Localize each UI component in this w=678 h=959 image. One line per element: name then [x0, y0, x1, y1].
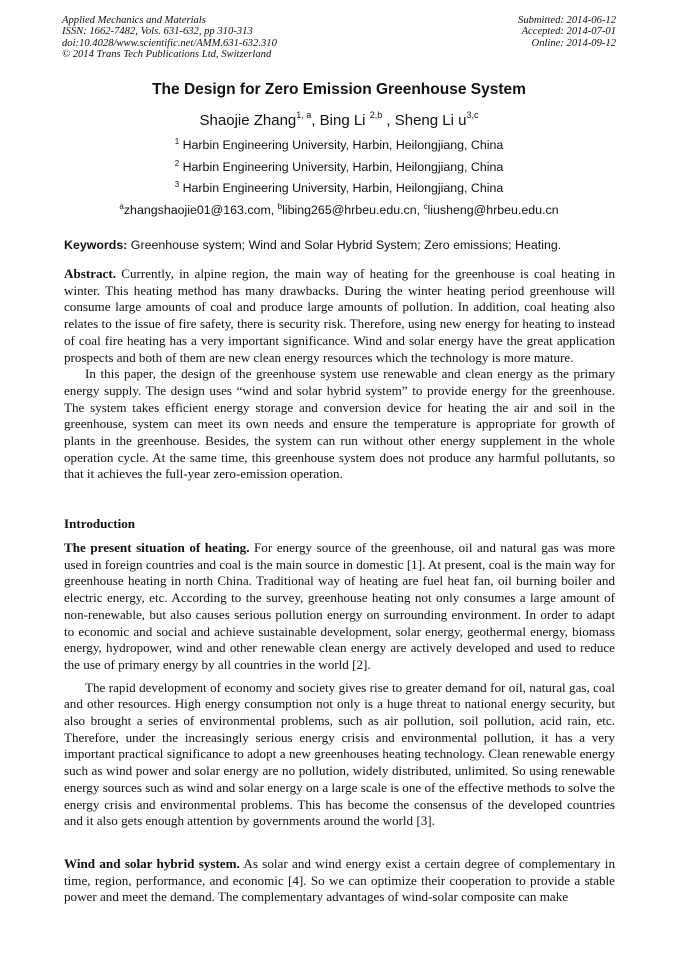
abstract-text: Currently, in alpine region, the main way of heating for the greenhouse is coal heating in winter. This heating method has many drawbacks. During the winter heating period greenhouse will consume large amounts of coal and produce large amounts of pollution. In addition, coal heating also relates to the issue of fire safety, there is security risk. Therefore, using new energy for heating to instead of coal fire heating has a very important significance. Wind and solar energy have the great application prospects and both of them are new clean energy resources which the technology is more mature.: [64, 266, 615, 365]
email-link[interactable]: liusheng@hrbeu.edu.cn: [427, 203, 559, 217]
email-link[interactable]: zhangshaojie01@163.com,: [123, 203, 278, 217]
copyright-line: © 2014 Trans Tech Publications Ltd, Switzerland: [62, 48, 272, 60]
email-sup: c: [423, 202, 428, 211]
paragraph-text: As solar and wind energy exist a certain degree of complementary in time, region, performance, and economic [4]. So we can optimize their cooperation to provide a stable power and meet the demand. The complementary advantages of wind-solar composite can make: [64, 856, 615, 905]
accepted-date: Accepted: 2014-07-01: [521, 26, 616, 38]
intro-paragraph-1: [64, 540, 615, 674]
intro-paragraph-3: [64, 856, 615, 906]
abstract-paragraph-1: [64, 266, 615, 366]
keywords-text: Greenhouse system; Wind and Solar Hybrid System; Zero emissions; Heating.: [127, 238, 562, 252]
affiliation-text: Harbin Engineering University, Harbin, Heilongjiang, China: [179, 181, 504, 195]
affiliation-sup: 2: [174, 159, 180, 168]
section-heading-introduction: Introduction: [64, 516, 136, 531]
doi-line: doi:10.4028/www.scientific.net/AMM.631-632.310: [62, 37, 277, 49]
issn-line: ISSN: 1662-7482, Vols. 631-632, pp 310-313: [62, 26, 253, 38]
affiliation-1: [0, 138, 678, 152]
affiliation-text: Harbin Engineering University, Harbin, Heilongjiang, China: [179, 160, 504, 174]
email-link[interactable]: libing265@hrbeu.edu.cn,: [282, 203, 424, 217]
paragraph-text: For energy source of the greenhouse, oil and natural gas was more used in foreign countries and coal is the main source in domestic [1]. At present, coal is the main way for greenhouse heating in north China. Traditional way of heating are fuel heat fan, oil burning boiler and electric energy, etc. According to the survey, greenhouse heating not only consumes a large amount of non-renewable, but also causes serious pollution energy on surrounding environment. In order to adapt to economic and social and achieve sustainable development, solar energy, geothermal energy, biomass energy, hydropower, wind and other renewable clean energy are actively developed and used to reduce the use of primary energy by all countries in the world [2].: [64, 540, 615, 672]
author-list: Shaojie Zhang$^{1, a}$, Bing Li $^{2,b}$ , Sheng Li $u^{3,c}$: [199, 110, 479, 129]
author-name: Shaojie Zhang: [199, 112, 297, 129]
subsection-label: Wind and solar hybrid system.: [64, 856, 240, 871]
abstract-label: Abstract.: [64, 266, 116, 281]
author-sup: 1, a: [296, 110, 312, 120]
affiliation-text: Harbin Engineering University, Harbin, Heilongjiang, China: [179, 138, 504, 152]
author-emails: [0, 203, 678, 217]
submitted-date: Submitted: 2014-06-12: [518, 15, 616, 26]
online-date: Online: 2014-09-12: [531, 37, 616, 49]
affiliation-2: [0, 160, 678, 174]
journal-header: [62, 15, 277, 60]
affiliation-sup: 1: [174, 137, 180, 146]
intro-subsection-heating: [64, 540, 615, 830]
author-name: Sheng Li u: [394, 112, 467, 129]
email-sup: b: [277, 202, 283, 211]
author-name: Bing Li: [319, 112, 370, 129]
subsection-label: The present situation of heating.: [64, 540, 250, 555]
affiliation-3: [0, 181, 678, 195]
affiliation-sup: 3: [174, 180, 180, 189]
intro-subsection-hybrid: [64, 856, 615, 906]
email-sup: a: [119, 202, 124, 211]
author-sup: 3,c: [466, 110, 479, 120]
keywords-line: [64, 238, 561, 252]
journal-name: Applied Mechanics and Materials: [62, 15, 206, 26]
abstract-paragraph-2: In this paper, the design of the greenhouse system use renewable and clean energy as the primary energy supply. The design uses “wind and solar hybrid system” to provide energy for the greenhouse. The system takes efficient energy storage and conversion device for heating the air and soil in the greenhouse, system can meet its own needs and ensure the temperature is appropriate for growth of plants in the greenhouse. Besides, the system can run without other energy supplement in the whole operation cycle. At the same time, this greenhouse system does not produce any harmful pollutants, so that it achieves the full-year zero-emission operation.: [64, 366, 615, 482]
paper-title: The Design for Zero Emission Greenhouse System: [152, 81, 526, 98]
abstract-section: [64, 266, 615, 483]
keywords-label: Keywords:: [64, 238, 128, 252]
dates-header: [518, 15, 616, 49]
author-sup: 2,b: [369, 110, 383, 120]
intro-paragraph-2: The rapid development of economy and society gives rise to greater demand for oil, natural gas, coal and other resources. High energy consumption not only is a huge threat to national energy security, but also brought a series of environmental problems, such as air pollution, soil pollution, acid rain, etc. Therefore, under the increasingly serious energy crisis and environmental pollution, it has a very important practical significance to adopt a new greenhouses heating technology. Clean renewable energy such as wind power and solar energy are no pollution, widely distributed, unlimited. So using renewable energy sources such as wind and solar energy on a large scale is one of the effective methods to solve the energy crisis and environmental problems. This has become the consensus of the developed countries and it also gets enough attention by governments around the world [3].: [64, 679, 615, 829]
